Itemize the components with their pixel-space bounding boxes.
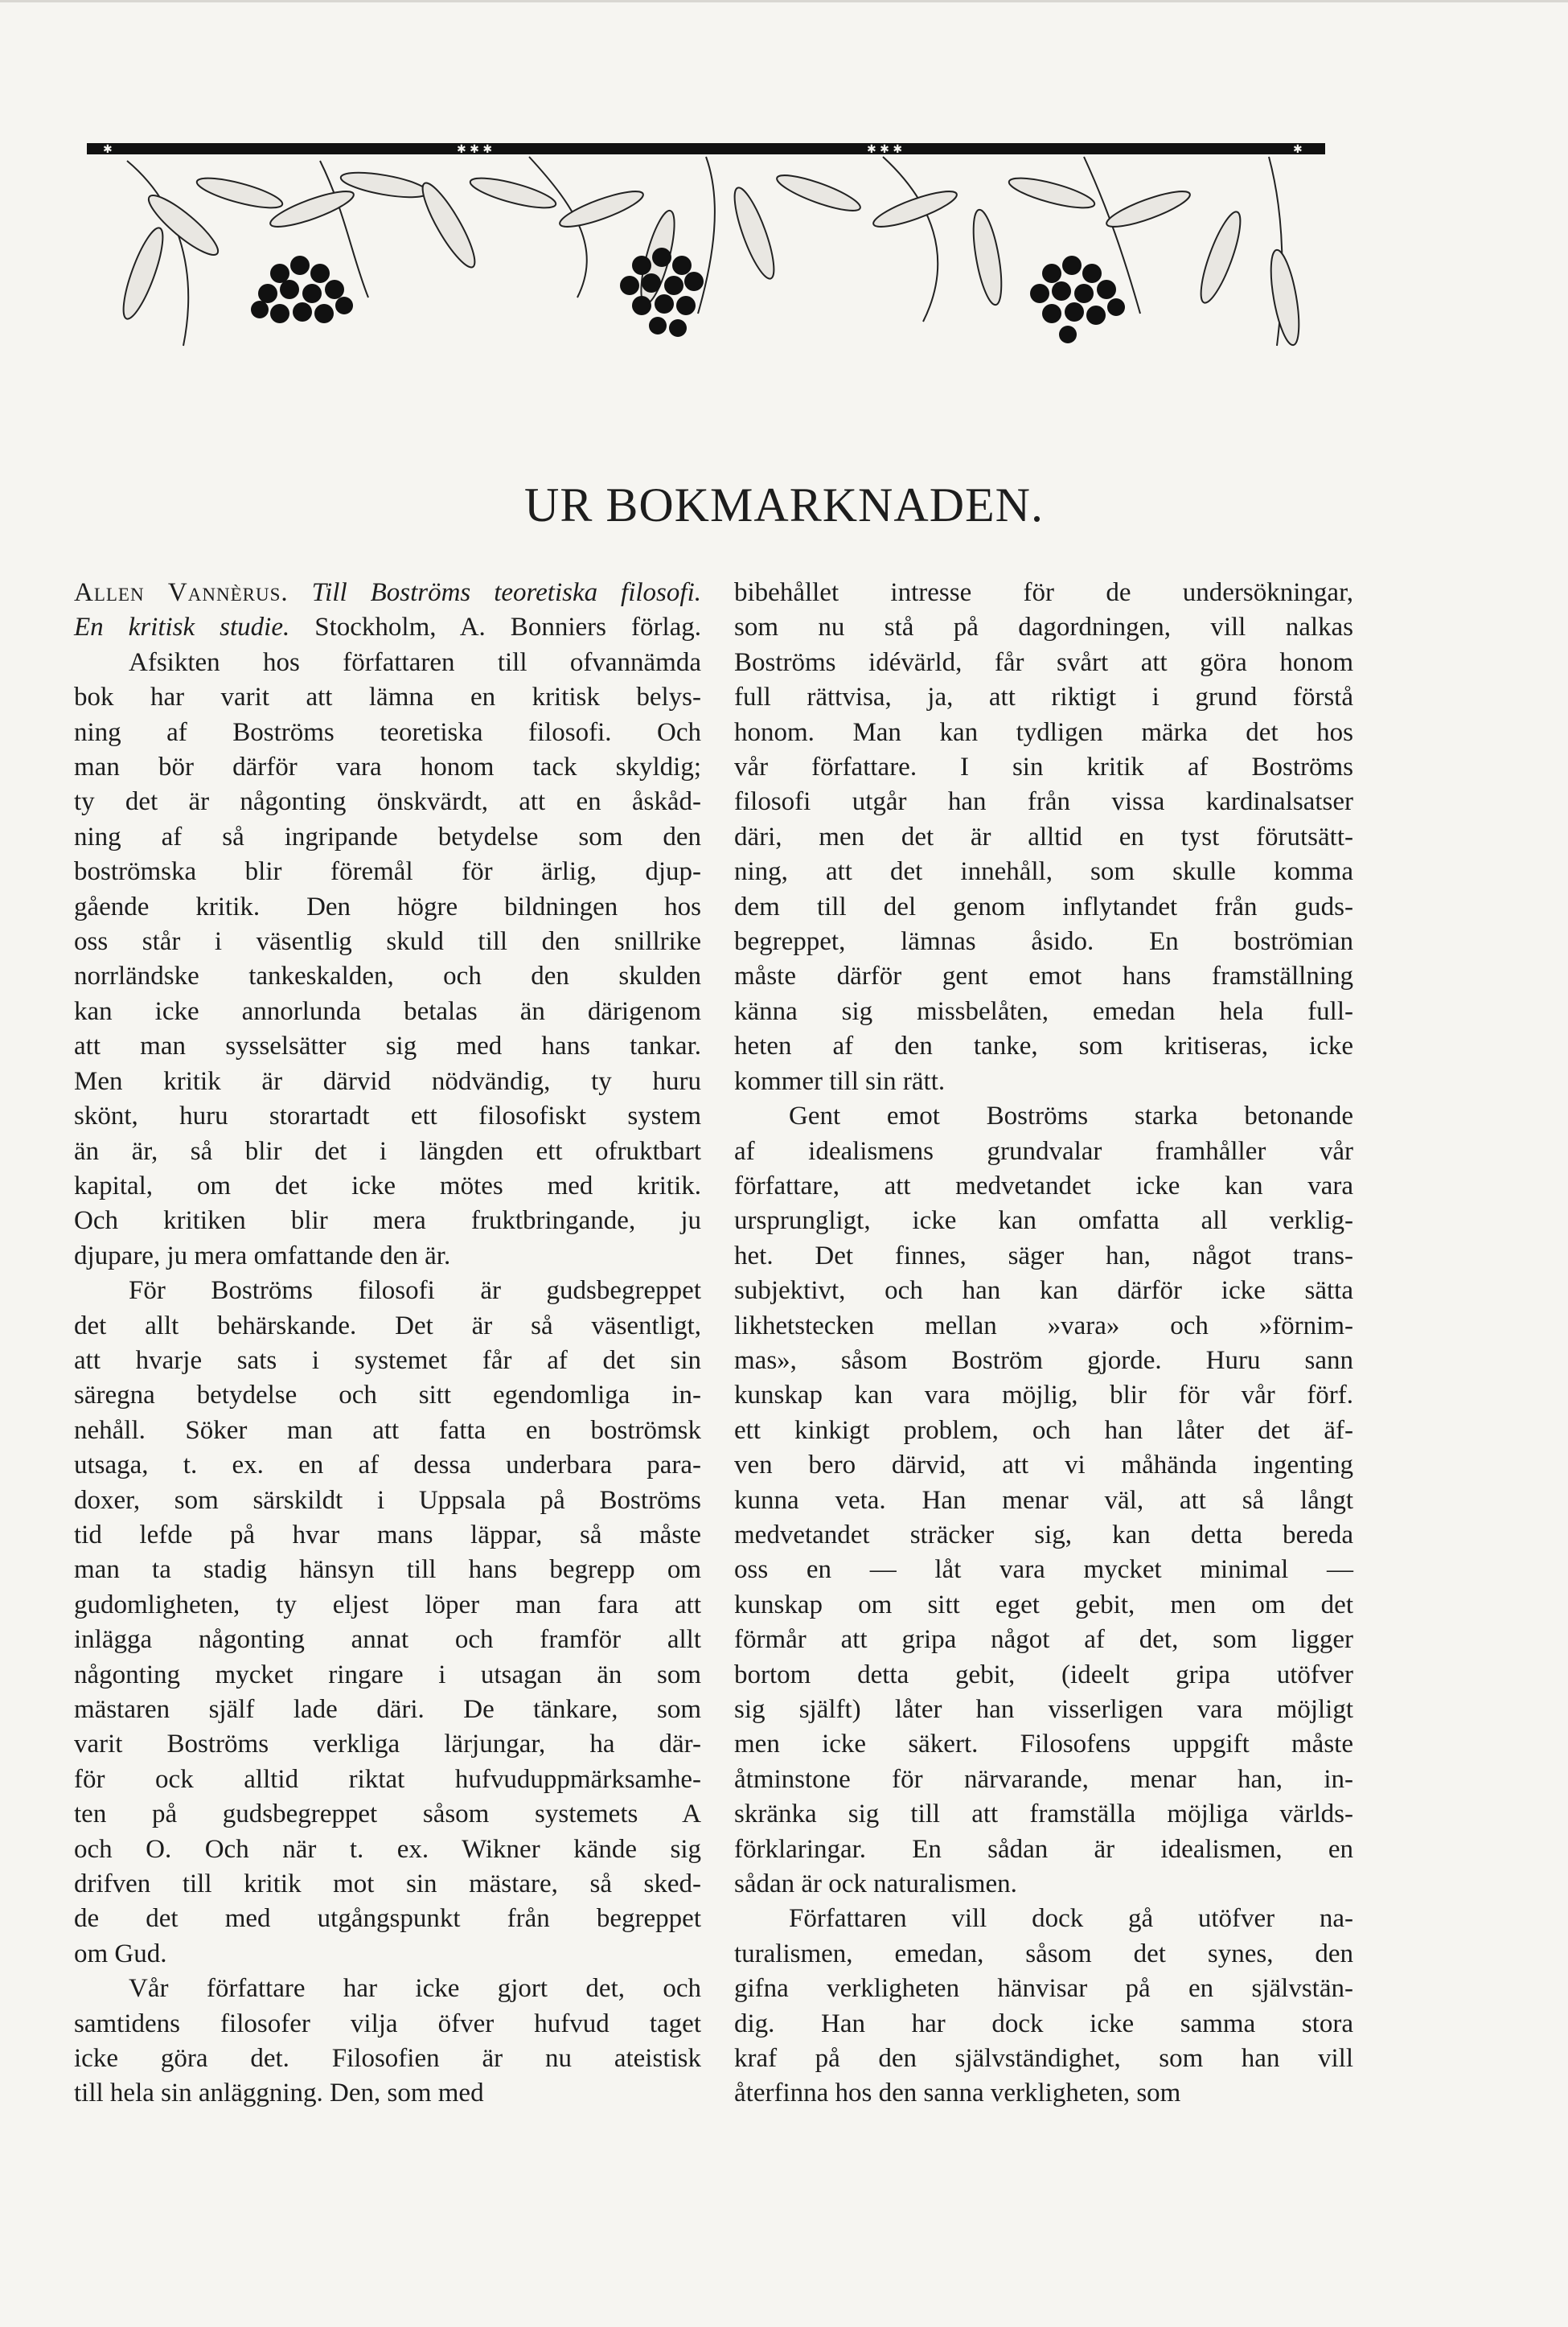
text-line: som nu stå på dagordningen, vill nalkas xyxy=(734,613,1353,642)
text-line: och O. Och när t. ex. Wikner kände sig xyxy=(74,1834,701,1864)
right-paragraph xyxy=(734,576,1353,1099)
text-line: att man sysselsätter sig med hans tankar. xyxy=(74,1032,701,1061)
text-line: Afsikten hos författaren till ofvannämda xyxy=(129,647,701,677)
text-line: gående kritik. Den högre bildningen hos xyxy=(74,892,701,921)
text-line: det allt behärskande. Det är så väsentligt, xyxy=(74,1311,701,1340)
text-line: oss en — låt vara mycket minimal — xyxy=(734,1555,1353,1585)
text-line: gifna verkligheten hänvisar på en självstän- xyxy=(734,1974,1353,2004)
text-line: boströmska blir föremål för ärlig, djup- xyxy=(74,857,701,887)
text-line: förklaringar. En sådan är idealismen, en xyxy=(734,1834,1353,1864)
text-line: man bör därför vara honom tack skyldig; xyxy=(74,753,701,782)
review-book-title: Till Boströms teoretiska filosofi. xyxy=(311,578,701,607)
text-line: varit Boströms verkliga lärjungar, ha där- xyxy=(74,1730,701,1759)
text-line: bok har varit att lämna en kritisk belys- xyxy=(74,683,701,712)
text-line: För Boströms filosofi är gudsbegreppet xyxy=(129,1276,701,1306)
review-heading-line-1 xyxy=(74,576,701,610)
text-line: doxer, som särskildt i Uppsala på Boströms xyxy=(74,1485,701,1515)
text-line: skönt, huru storartadt ett filosofiskt system xyxy=(74,1102,701,1131)
text-line: man ta stadig hänsyn till hans begrepp om xyxy=(74,1555,701,1585)
text-line: kraf på den självständighet, som han vill xyxy=(734,2044,1353,2074)
text-line: ven bero därvid, att vi måhända ingenting xyxy=(734,1451,1353,1480)
text-line: kunskap kan vara möjlig, blir för vår förf. xyxy=(734,1381,1353,1410)
review-author: Allen Vannèrus. xyxy=(74,578,289,607)
text-line: återfinna hos den sanna verkligheten, som xyxy=(734,2079,1181,2108)
right-paragraph xyxy=(734,1099,1353,1902)
text-line: dem till del genom inflytandet från guds- xyxy=(734,892,1353,921)
text-line: bibehållet intresse för de undersökningar, xyxy=(734,578,1353,607)
text-line: ning, att det innehåll, som skulle komma xyxy=(734,857,1353,887)
text-line: Men kritik är därvid nödvändig, ty huru xyxy=(74,1066,701,1096)
text-line: samtidens filosofer vilja öfver hufvud taget xyxy=(74,2009,701,2038)
text-line: sådan är ock naturalismen. xyxy=(734,1869,1017,1899)
text-line: författare, att medvetandet icke kan vara xyxy=(734,1171,1353,1200)
text-line: drifven till kritik mot sin mästare, så sked- xyxy=(74,1869,701,1899)
text-line: vår författare. I sin kritik af Boströms xyxy=(734,753,1353,782)
text-line: för ock alltid riktat hufvuduppmärksamhe- xyxy=(74,1764,701,1794)
text-line: ning af Boströms teoretiska filosofi. Och xyxy=(74,717,701,747)
text-line: åtminstone för närvarande, menar han, in- xyxy=(734,1764,1353,1794)
text-line: Och kritiken blir mera fruktbringande, ju xyxy=(74,1206,701,1236)
text-line: tid lefde på hvar mans läppar, så måste xyxy=(74,1520,701,1549)
text-line: kunskap om sitt eget gebit, men om det xyxy=(734,1590,1353,1619)
text-line: måste därför gent emot hans framställning xyxy=(734,962,1353,991)
text-line: mas», såsom Boström gjorde. Huru sann xyxy=(734,1345,1353,1375)
text-line: inlägga någonting annat och framför allt xyxy=(74,1625,701,1655)
svg-text:✱ ✱ ✱: ✱ ✱ ✱ xyxy=(867,143,903,156)
left-paragraph xyxy=(74,646,701,1274)
text-line: kapital, om det icke mötes med kritik. xyxy=(74,1171,701,1200)
text-line: förmår att gripa något af det, som ligger xyxy=(734,1625,1353,1655)
text-line: de det med utgångspunkt från begreppet xyxy=(74,1904,701,1934)
text-line: kunna veta. Han menar väl, att så långt xyxy=(734,1485,1353,1515)
text-line: Författaren vill dock gå utöfver na- xyxy=(789,1904,1353,1934)
text-line: medvetandet sträcker sig, kan detta bereda xyxy=(734,1520,1353,1549)
svg-text:✱: ✱ xyxy=(1293,143,1303,156)
text-line: bortom detta gebit, (ideelt gripa utöfver xyxy=(734,1660,1353,1689)
right-paragraph xyxy=(734,1902,1353,2111)
text-line: någonting mycket ringare i utsagan än som xyxy=(74,1660,701,1689)
text-line: om Gud. xyxy=(74,1939,167,1968)
text-line: till hela sin anläggning. Den, som med xyxy=(74,2079,484,2108)
text-line: kan icke annorlunda betalas än därigenom xyxy=(74,996,701,1026)
text-line: oss står i väsentlig skuld till den snillrike xyxy=(74,927,701,957)
right-column-paragraphs xyxy=(734,576,1353,2112)
text-line: ty det är någonting önskvärdt, att en åskåd- xyxy=(74,787,701,817)
text-line: likhetstecken mellan »vara» och »förnim- xyxy=(734,1311,1353,1340)
text-line: ett kinkigt problem, och han låter det äf- xyxy=(734,1415,1353,1445)
review-heading-line-2 xyxy=(74,610,701,645)
left-column-paragraphs xyxy=(74,646,701,2112)
review-subtitle: En kritisk studie. xyxy=(74,613,290,642)
text-line: Boströms idévärld, får svårt att göra honom xyxy=(734,647,1353,677)
right-column xyxy=(734,576,1353,2112)
text-line: än är, så blir det i längden ett ofruktbart xyxy=(74,1136,701,1166)
text-line: nehåll. Söker man att fatta en boströmsk xyxy=(74,1415,701,1445)
text-line: begreppet, lämnas åsido. En boströmian xyxy=(734,927,1353,957)
left-column xyxy=(74,576,701,2112)
text-line: sig själft) låter han visserligen vara möjligt xyxy=(734,1695,1353,1724)
left-paragraph xyxy=(74,1274,701,1972)
text-line: men icke säkert. Filosofens uppgift måste xyxy=(734,1730,1353,1759)
text-line: norrländske tankeskalden, och den skulden xyxy=(74,962,701,991)
text-line: subjektivt, och han kan därför icke sätta xyxy=(734,1276,1353,1306)
text-line: däri, men det är alltid en tyst förutsätt- xyxy=(734,822,1353,852)
svg-text:✱ ✱ ✱: ✱ ✱ ✱ xyxy=(457,143,493,156)
text-line: ning af så ingripande betydelse som den xyxy=(74,822,701,852)
text-line: utsaga, t. ex. en af dessa underbara para- xyxy=(74,1451,701,1480)
text-line: känna sig missbelåten, emedan hela full- xyxy=(734,996,1353,1026)
text-line: gudomligheten, ty eljest löper man fara att xyxy=(74,1590,701,1619)
text-line: filosofi utgår han från vissa kardinalsatser xyxy=(734,787,1353,817)
page-title: UR BOKMARKNADEN. xyxy=(523,478,1045,531)
text-line: Vår författare har icke gjort det, och xyxy=(129,1974,701,2004)
text-line: ursprungligt, icke kan omfatta all verklig- xyxy=(734,1206,1353,1236)
text-line: skränka sig till att framställa möjliga världs- xyxy=(734,1800,1353,1829)
text-line: Gent emot Boströms starka betonande xyxy=(789,1102,1353,1131)
text-line: turalismen, emedan, såsom det synes, den xyxy=(734,1939,1353,1968)
text-line: att hvarje sats i systemet får af det sin xyxy=(74,1345,701,1375)
text-line: dig. Han har dock icke samma stora xyxy=(734,2009,1353,2038)
text-line: af idealismens grundvalar framhåller vår xyxy=(734,1136,1353,1166)
text-line: heten af den tanke, som kritiseras, icke xyxy=(734,1032,1353,1061)
text-line: full rättvisa, ja, att riktigt i grund förstå xyxy=(734,683,1353,712)
review-publisher: Stockholm, A. Bonniers förlag. xyxy=(314,613,702,642)
text-line: honom. Man kan tydligen märka det hos xyxy=(734,717,1353,747)
text-line: säregna betydelse och sitt egendomliga in- xyxy=(74,1381,701,1410)
rowan-berry-ornament-image xyxy=(79,137,1332,410)
text-line: icke göra det. Filosofien är nu ateistisk xyxy=(74,2044,701,2074)
text-line: mästaren själf lade däri. De tänkare, som xyxy=(74,1695,701,1724)
text-line: kommer till sin rätt. xyxy=(734,1066,946,1096)
text-line: djupare, ju mera omfattande den är. xyxy=(74,1241,451,1270)
text-line: het. Det finnes, säger han, något trans- xyxy=(734,1241,1353,1270)
svg-text:✱: ✱ xyxy=(103,143,113,156)
text-line: ten på gudsbegreppet såsom systemets A xyxy=(74,1800,701,1829)
left-paragraph xyxy=(74,1972,701,2112)
